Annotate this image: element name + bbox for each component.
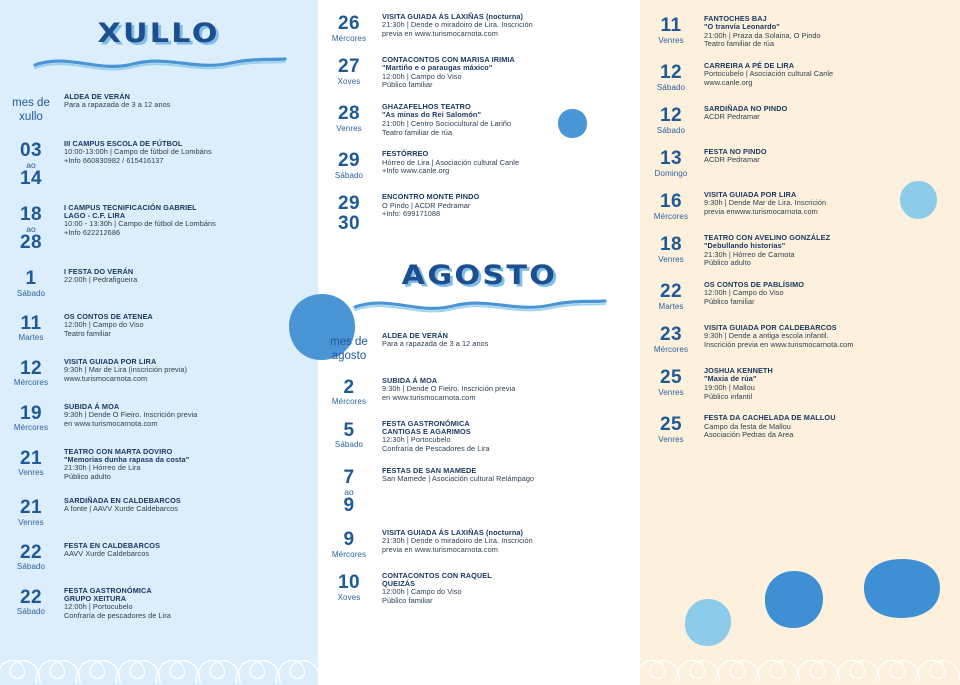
event-body [380,193,640,219]
date-day-number: 12 [660,62,682,84]
date-word: mes de [12,97,50,109]
event-detail-line: Teatro familiar [64,328,111,338]
event-row [640,191,960,221]
event-title: VISITA GUIADA POR CALDEBARCOS [704,323,837,333]
event-title: FESTA DA CACHELADA DE MALLOU [704,413,836,423]
event-title: ALDEA DE VERÁN [64,92,130,101]
event-row [640,234,960,268]
date-weekday: Xoves [337,592,361,602]
event-detail-line: 21:30h | Dende o miradoiro de Lira. Inscrición [382,535,533,545]
date-weekday: Venres [658,254,684,264]
date-day-number: 25 [660,414,682,436]
event-subtitle: "Memorias dunha rapasa da costa" [64,454,190,464]
event-title: JOSHUA KENNETH [704,366,773,376]
event-body [702,324,960,350]
event-detail-line: previa en www.turismocarnota.com [382,28,498,38]
event-body [62,542,318,559]
decorative-blob-bottom-mid [763,570,825,630]
event-body [702,414,960,440]
event-detail-line: 9:30h | Dende O Fieiro. Inscrición previa [382,383,516,393]
date-day-number: 12 [20,357,42,379]
event-title: ALDEA DE VERÁN [382,330,448,340]
month-header-july [0,0,318,77]
event-detail-line: AAVV Xurde Caldebarcos [64,548,150,558]
event-title: FESTA NO PINDO [704,147,767,157]
date-weekday: Sábado [16,607,46,617]
date-weekday: Venres [18,468,44,478]
event-detail-line: Confraría de pescadores de Lira [64,611,171,621]
event-date [318,103,380,133]
event-date [640,62,702,92]
bottom-wave-decoration-col1 [0,625,318,685]
date-weekday: Sábado [656,125,686,135]
decorative-blob-bottom-small [683,598,733,648]
event-detail-line: en www.turismocarnota.com [382,392,476,402]
event-body [702,234,960,268]
event-detail-line: 9:30h | Mar de Lira (inscrición previa) [64,364,188,374]
event-title: VISITA GUIADA ÁS LAXIÑAS (nocturna) [382,12,524,21]
event-detail-line: 21:00h | Centro Sociocultural de Lariño [382,118,512,128]
event-date [318,420,380,450]
event-subtitle: QUEIZÁS [382,578,416,588]
event-row [318,420,640,454]
date-day-number: 28 [338,103,360,125]
event-date [318,13,380,43]
month-title-august: AGOSTO [401,259,557,291]
date-day-number: 18 [660,234,682,255]
event-date [0,587,62,617]
event-date [0,93,62,125]
date-weekday: Mércores [653,344,689,354]
event-title: SUBIDA Á MOA [382,375,438,385]
date-range-connector: ao [26,223,36,234]
event-title: SARDIÑADA NO PINDO [704,104,788,114]
event-row [0,542,318,572]
event-date [318,332,380,364]
event-body [62,93,318,110]
event-title: FESTÓRREO [382,149,429,159]
event-detail-line: 22:00h | Pedrafigueira [64,274,138,284]
event-detail-line: Público adulto [64,471,111,481]
event-subtitle: LAGO - C.F. LIRA [64,210,126,220]
event-row [0,268,318,298]
date-day-number: 13 [660,148,682,170]
event-body [702,105,960,122]
event-row [640,15,960,49]
event-detail-line: Portocubelo | Asociación cultural Canle [704,69,834,79]
date-weekday: Venres [18,517,44,527]
event-date [640,281,702,311]
event-row [0,313,318,343]
event-detail-line: 10:00 - 13:30h | Campo de fútbol de Lombáns [64,219,216,229]
event-detail-line: ACDR Pedramar [704,155,760,165]
event-detail-line: Público infantil [704,391,753,401]
date-range-connector: ao [344,486,354,497]
event-date [640,15,702,45]
event-title: SARDIÑADA EN CALDEBARCOS [64,495,181,505]
date-range-start: 18 [20,203,42,225]
event-title: FANTOCHES BAJ [704,14,767,23]
date-weekday: Martes [658,302,684,311]
event-row [640,281,960,311]
event-subtitle: "Maxia de rúa" [704,374,757,384]
event-title: CONTACONTOS CON MARISA IRIMIA [382,54,515,64]
date-day-number: 22 [660,281,682,303]
event-title: FESTA GASTRONÓMICA [64,585,152,595]
date-range-end: 14 [20,168,42,189]
event-row [0,587,318,621]
date-weekday: Sábado [16,288,46,298]
event-detail-line: Asociación Pedras da Area [704,430,794,440]
event-body [62,448,318,482]
event-date [318,193,380,234]
date-day-number: 26 [338,13,360,34]
date-weekday: Venres [336,123,362,133]
event-list-august-col3 [640,0,960,444]
event-title: TEATRO CON MARTA DOVIRO [64,446,173,456]
date-day-number: 11 [660,15,682,36]
event-body [380,332,640,349]
event-body [702,367,960,401]
date-weekday: Domingo [654,168,688,178]
event-detail-line: 12:30h | Portocubelo [382,435,451,445]
event-date [0,542,62,572]
event-body [380,467,640,484]
month-header-august [318,234,640,319]
event-date [0,497,62,527]
date-weekday: Mércores [331,33,367,43]
event-row [318,56,640,90]
event-row [0,497,318,527]
event-detail-line: www.turismocarnota.com [64,373,148,383]
event-detail-line: Público familiar [382,80,433,90]
date-word: mes de [330,335,368,348]
event-list-july-col2 [318,0,640,234]
date-weekday: Mércores [331,549,367,559]
event-date [0,140,62,189]
event-title: VISITA GUIADA POR LIRA [64,356,157,366]
event-title: I CAMPUS TECNIFICACIÓN GABRIEL [64,202,197,212]
event-title: GHAZAFELHOS TEATRO [382,102,471,112]
date-weekday: Mércores [331,397,367,407]
event-detail-line: San Mamede | Asociación cultural Relámpago [382,473,535,483]
event-date [318,150,380,180]
date-weekday: Sábado [334,440,364,450]
event-subtitle: "Debullando historias" [704,241,786,251]
event-detail-line: +Info www.canle.org [382,166,450,176]
event-title: VISITA GUIADA ÁS LAXIÑAS (nocturna) [382,527,524,537]
event-list-august-col2 [318,332,640,606]
date-range-end: 28 [20,232,42,253]
date-range-connector: ao [26,159,36,170]
event-detail-line: 9:30h | Dende a antiga escola infantil. [704,331,829,341]
date-day-number: 27 [338,55,360,77]
wave-divider-august [349,293,609,319]
date-weekday: Martes [18,333,44,343]
event-row [318,377,640,407]
date-day-number: 16 [660,191,682,213]
event-detail-line: Para a rapazada de 3 a 12 anos [64,100,171,110]
date-day-number: 2 [343,376,355,398]
date-day-number: 29 [338,150,360,172]
date-day-number: 19 [20,402,42,424]
event-body [380,150,640,176]
event-title: FESTA GASTRONÓMICA [382,418,470,428]
event-date [640,105,702,135]
event-detail-line: ACDR Pedramar [704,112,760,122]
event-date [0,403,62,433]
event-row [640,62,960,92]
date-day-number: 21 [20,447,42,469]
event-title: OS CONTOS DE ATENEA [64,311,153,321]
wave-divider-july [29,51,289,77]
event-detail-line: 9:30h | Dende Mar de Lira. Inscrición [704,198,827,208]
event-title: FESTAS DE SAN MAMEDE [382,465,477,475]
event-date [640,414,702,444]
event-date [640,324,702,354]
event-detail-line: www.canle.org [704,78,753,88]
event-date [0,268,62,298]
event-title: I FESTA DO VERÁN [64,266,134,276]
date-range-start: 03 [20,139,42,161]
event-detail-line: A fonte | AAVV Xurde Caldebarcos [64,503,179,513]
date-range-start: 7 [343,466,355,488]
event-body [62,313,318,339]
date-range-start: 29 [338,193,360,215]
event-row [640,367,960,401]
event-body [380,377,640,403]
event-row [640,414,960,444]
event-row [0,448,318,482]
event-detail-line: 21:00h | Praza da Solaina, O Pindo [704,30,821,40]
event-row [318,572,640,606]
event-row [318,193,640,234]
column-july [0,0,318,685]
date-weekday: Mércores [653,211,689,221]
event-title: SUBIDA Á MOA [64,401,120,411]
date-day-number: 22 [20,586,42,608]
event-row [640,105,960,135]
date-weekday: Mércores [13,423,49,433]
event-body [380,13,640,39]
event-detail-line: 21:30h | Hórreo de Carnota [704,249,795,259]
event-body [380,103,640,137]
event-subtitle: CANTIGAS E AGARIMOS [382,426,471,436]
date-weekday: Sábado [16,562,46,572]
event-date [0,358,62,388]
event-date [318,529,380,559]
event-body [380,420,640,454]
decorative-blob-bottom-large [862,558,942,620]
month-title-july: XULLO [97,18,221,49]
event-detail-line: 12:00h | Campo do Viso [382,71,462,81]
event-row [318,13,640,43]
event-body [62,497,318,514]
event-subtitle: "As minas do Rei Salomón" [382,110,482,120]
event-title: CONTACONTOS CON RAQUEL [382,570,492,580]
date-weekday: Xoves [337,76,361,86]
event-detail-line: +Info 622212686 [64,228,121,238]
event-date [640,367,702,397]
event-date [640,148,702,178]
event-body [702,191,960,217]
date-day-number: 1 [25,267,37,289]
date-weekday: Venres [658,35,684,45]
date-weekday: Sábado [656,83,686,92]
event-row [318,467,640,516]
date-day-number: 11 [20,312,42,334]
event-detail-line: Hórreo de Lira | Asociación cultural Canle [382,157,520,167]
event-title: CARREIRA A PÉ DE LIRA [704,61,795,71]
event-detail-line: Para a rapazada de 3 a 12 anos [382,339,489,349]
date-weekday: Venres [658,387,684,397]
event-body [380,572,640,606]
event-row [0,403,318,433]
event-detail-line: Inscrición previa en www.turismocarnota.com [704,340,854,350]
event-row [318,332,640,364]
event-body [702,62,960,88]
date-weekday: Venres [658,435,684,445]
event-date [640,191,702,221]
event-row [318,529,640,559]
event-subtitle: "O tranvía Leonardo" [704,22,780,32]
event-detail-line: 19:00h | Mallou [704,382,755,392]
event-detail-line: Público familiar [704,297,755,307]
event-detail-line: Público familiar [382,596,433,606]
event-row [0,93,318,125]
date-day-number: 21 [20,496,42,518]
event-row [640,148,960,178]
event-detail-line: 10:00-13:00h | Campo de fútbol de Lombáns [64,146,212,156]
event-body [62,587,318,621]
event-title: TEATRO CON AVELINO GONZÁLEZ [704,233,831,242]
event-body [62,403,318,429]
date-day-number: 25 [660,367,682,389]
event-detail-line: 21:30h | Hórreo de Lira [64,463,141,473]
column-august [318,0,640,685]
date-word: xullo [19,111,43,124]
event-title: VISITA GUIADA POR LIRA [704,190,797,200]
event-subtitle: "Martiño e o paraugas máxico" [382,63,493,73]
event-row [318,103,640,137]
event-body [702,15,960,49]
event-detail-line: 12:00h | Campo do Viso [64,319,144,329]
event-row [640,324,960,354]
event-detail-line: Público adulto [704,258,751,268]
event-date [318,377,380,407]
event-body [380,529,640,555]
event-row [318,150,640,180]
event-detail-line: +Info: 699171088 [382,209,441,219]
event-body [62,358,318,384]
event-body [62,204,318,238]
event-date [0,204,62,253]
event-title: OS CONTOS DE PABLÍSIMO [704,280,805,290]
event-detail-line: Teatro familiar de rúa [382,127,453,137]
date-day-number: 23 [660,324,682,346]
event-body [62,140,318,166]
date-day-number: 10 [338,571,360,593]
event-row [0,358,318,388]
event-detail-line: 12:00h | Campo do Viso [704,288,784,298]
event-date [640,234,702,264]
date-word: agosto [331,350,367,363]
event-detail-line: 9:30h | Dende O Fieiro. Inscrición previa [64,409,198,419]
event-detail-line: previa en www.turismocarnota.com [382,544,498,554]
event-title: III CAMPUS ESCOLA DE FÚTBOL [64,138,183,148]
event-date [0,313,62,343]
event-title: FESTA EN CALDEBARCOS [64,540,161,550]
date-weekday: Sábado [334,171,364,181]
event-date [0,448,62,478]
event-body [702,148,960,165]
event-detail-line: en www.turismocarnota.com [64,418,158,428]
event-detail-line: 21:30h | Dende o miradoiro de Lira. Inscrición [382,20,533,30]
event-detail-line: Campo da festa de Mallou [704,421,791,431]
date-day-number: 5 [343,419,355,441]
event-body [702,281,960,307]
event-title: ENCONTRO MONTE PINDO [382,192,480,202]
date-day-number: 12 [660,105,682,127]
event-detail-line: 12:00h | Portocubelo [64,602,133,612]
event-detail-line: previa enwww.turismocarnota.com [704,207,818,217]
event-detail-line: Confraría de Pescadores de Lira [382,444,490,453]
date-day-number: 9 [343,528,355,550]
date-range-end: 9 [343,495,355,517]
event-body [380,56,640,90]
event-detail-line: O Pindo | ACDR Pedramar [382,200,471,210]
event-body [62,268,318,285]
event-subtitle: GRUPO XEITURA [64,593,127,603]
event-row [0,140,318,189]
event-date [318,56,380,86]
date-range-end: 30 [338,213,360,235]
event-date [318,467,380,516]
event-list-july-col1 [0,93,318,621]
event-detail-line: 12:00h | Campo do Viso [382,587,462,597]
event-date [318,572,380,602]
event-row [0,204,318,253]
date-weekday: Mércores [13,378,49,388]
event-detail-line: Teatro familiar de rúa [704,39,775,49]
event-detail-line: +Info 660830982 / 615416137 [64,155,164,165]
date-day-number: 22 [20,541,42,563]
